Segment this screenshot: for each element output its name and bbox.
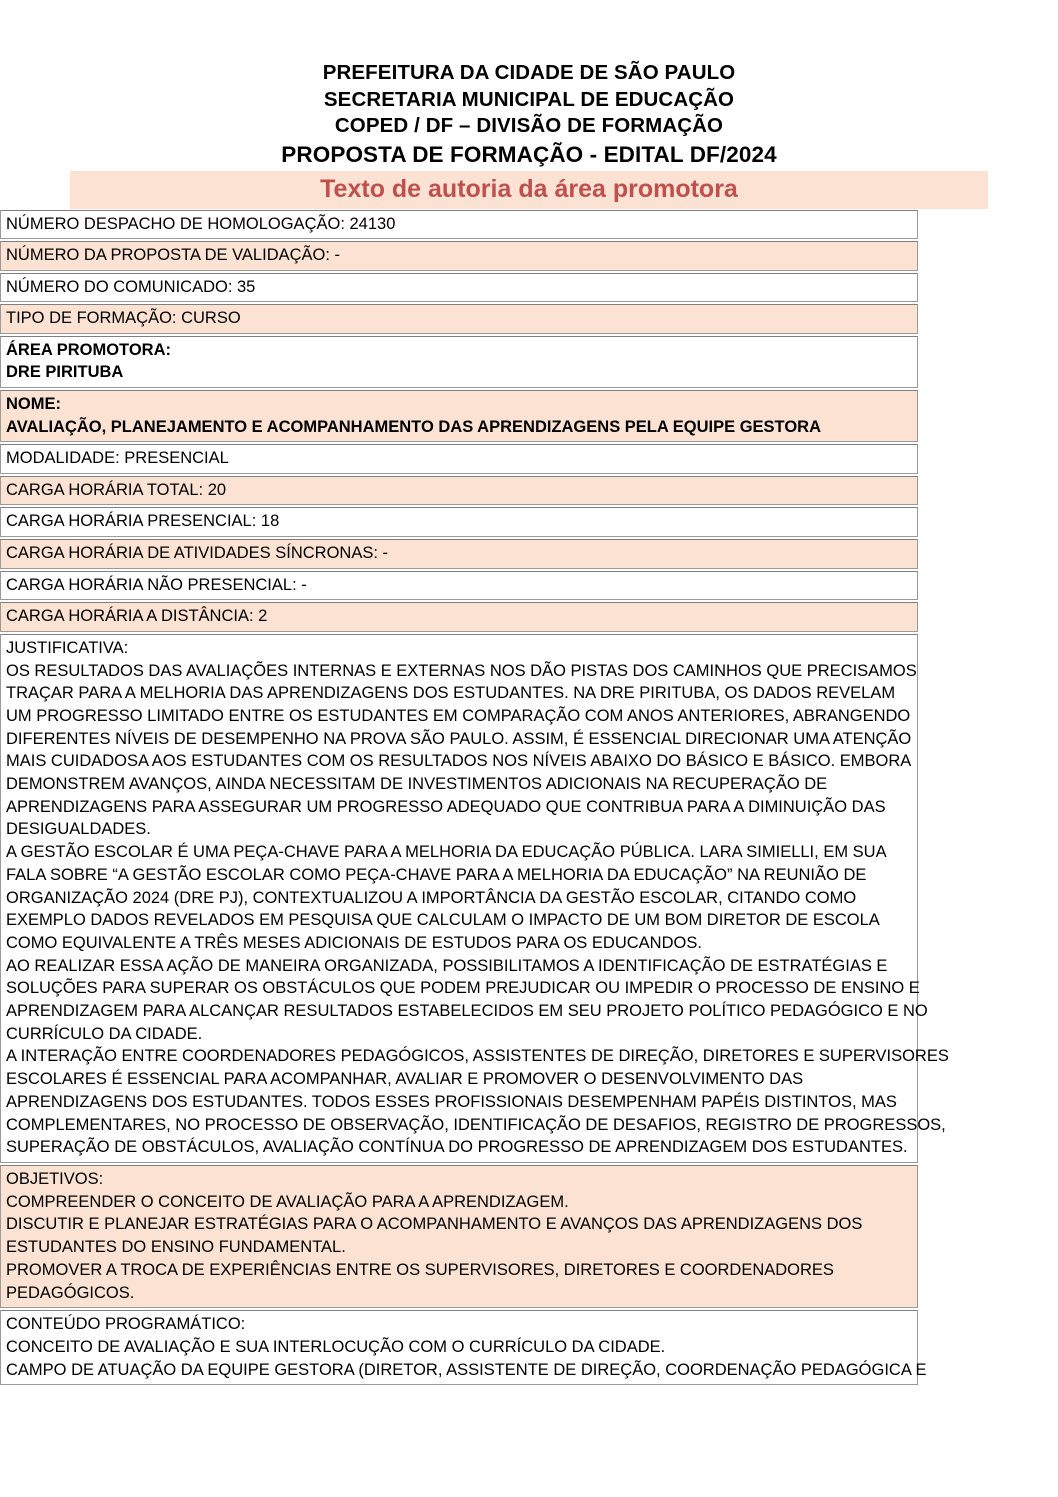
justificativa-line: AO REALIZAR ESSA AÇÃO DE MANEIRA ORGANIZADA, POSSIBILITAMOS A IDENTIFICAÇÃO DE ESTRATÉGIAS E — [6, 956, 888, 975]
justificativa-line: APRENDIZAGENS DOS ESTUDANTES. TODOS ESSES PROFISSIONAIS DESEMPENHAM PAPÉIS DISTINTOS, MAS — [6, 1092, 897, 1111]
justificativa-line: UM PROGRESSO LIMITADO ENTRE OS ESTUDANTES EM COMPARAÇÃO COM ANOS ANTERIORES, ABRANGENDO — [6, 706, 911, 725]
objetivos-label: OBJETIVOS: — [6, 1169, 104, 1188]
row-carga-horaria-presencial — [0, 507, 918, 537]
document-header — [0, 0, 1058, 170]
area-promotora-label: ÁREA PROMOTORA: — [6, 340, 171, 359]
justificativa-line: APRENDIZAGENS PARA ASSEGURAR UM PROGRESSO ADEQUADO QUE CONTRIBUA PARA A DIMINUIÇÃO DAS — [6, 797, 886, 816]
row-carga-horaria-nao-presencial — [0, 571, 918, 601]
authorship-banner-label: Texto de autoria da área promotora — [320, 174, 738, 203]
justificativa-line: ORGANIZAÇÃO 2024 (DRE PJ), CONTEXTUALIZOU A IMPORTÂNCIA DA GESTÃO ESCOLAR, CITANDO COMO — [6, 888, 857, 907]
row-objetivos — [0, 1165, 918, 1308]
numero-comunicado-text: NÚMERO DO COMUNICADO: 35 — [6, 277, 256, 296]
justificativa-line: FALA SOBRE “A GESTÃO ESCOLAR COMO PEÇA-CHAVE PARA A MELHORIA DA EDUCAÇÃO” NA REUNIÃO DE — [6, 865, 867, 884]
justificativa-line: APRENDIZAGEM PARA ALCANÇAR RESULTADOS ESTABELECIDOS EM SEU PROJETO POLÍTICO PEDAGÓGICO E NO — [6, 1002, 928, 1021]
justificativa-line: DESIGUALDADES. — [6, 820, 151, 839]
row-carga-horaria-distancia — [0, 602, 918, 632]
modalidade-text: MODALIDADE: PRESENCIAL — [6, 449, 229, 468]
row-carga-horaria-total — [0, 476, 918, 506]
objetivos-line: COMPREENDER O CONCEITO DE AVALIAÇÃO PARA A APRENDIZAGEM. — [6, 1192, 569, 1211]
nome-value: AVALIAÇÃO, PLANEJAMENTO E ACOMPANHAMENTO DAS APRENDIZAGENS PELA EQUIPE GESTORA — [6, 417, 821, 436]
conteudo-programatico-label: CONTEÚDO PROGRAMÁTICO: — [6, 1315, 246, 1334]
nome-label: NOME: — [6, 395, 61, 414]
justificativa-line: MAIS CUIDADOSA AOS ESTUDANTES COM OS RESULTADOS NOS NÍVEIS ABAIXO DO BÁSICO E BÁSICO. EMBORA — [6, 752, 912, 771]
carga-horaria-sincronas-text: CARGA HORÁRIA DE ATIVIDADES SÍNCRONAS: - — [6, 544, 389, 563]
row-modalidade — [0, 444, 918, 474]
justificativa-line: CURRÍCULO DA CIDADE. — [6, 1024, 203, 1043]
proposta-validacao-text: NÚMERO DA PROPOSTA DE VALIDAÇÃO: - — [6, 246, 341, 265]
conteudo-programatico-line: CAMPO DE ATUAÇÃO DA EQUIPE GESTORA (DIRETOR, ASSISTENTE DE DIREÇÃO, COORDENAÇÃO PEDAGÓGICA E — [6, 1360, 927, 1379]
justificativa-line: A GESTÃO ESCOLAR É UMA PEÇA-CHAVE PARA A MELHORIA DA EDUCAÇÃO PÚBLICA. LARA SIMIELLI, EM SUA — [6, 843, 887, 862]
justificativa-line: SUPERAÇÃO DE OBSTÁCULOS, AVALIAÇÃO CONTÍNUA DO PROGRESSO DE APRENDIZAGEM DOS ESTUDANTES. — [6, 1138, 908, 1157]
row-despacho-homologacao — [0, 210, 918, 240]
tipo-formacao-text: TIPO DE FORMAÇÃO: CURSO — [6, 309, 241, 328]
justificativa-label: JUSTIFICATIVA: — [6, 638, 129, 657]
header-line-3: COPED / DF – DIVISÃO DE FORMAÇÃO — [334, 114, 724, 137]
justificativa-line: EXEMPLO DADOS REVELADOS EM PESQUISA QUE CALCULAM O IMPACTO DE UM BOM DIRETOR DE ESCOLA — [6, 911, 880, 930]
justificativa-line: ESCOLARES É ESSENCIAL PARA ACOMPANHAR, AVALIAR E PROMOVER O DESENVOLVIMENTO DAS — [6, 1070, 804, 1089]
objetivos-line: ESTUDANTES DO ENSINO FUNDAMENTAL. — [6, 1238, 346, 1257]
row-conteudo-programatico — [0, 1310, 927, 1385]
objetivos-line: DISCUTIR E PLANEJAR ESTRATÉGIAS PARA O ACOMPANHAMENTO E AVANÇOS DAS APRENDIZAGENS DOS — [6, 1215, 863, 1234]
justificativa-line: DIFERENTES NÍVEIS DE DESEMPENHO NA PROVA SÃO PAULO. ASSIM, É ESSENCIAL DIRECIONAR UMA ATENÇÃO — [6, 729, 912, 748]
row-numero-comunicado — [0, 273, 918, 303]
form-table — [0, 210, 1058, 1386]
objetivos-line: PEDAGÓGICOS. — [6, 1283, 135, 1302]
justificativa-line: OS RESULTADOS DAS AVALIAÇÕES INTERNAS E EXTERNAS NOS DÃO PISTAS DOS CAMINHOS QUE PRECISAMOS — [6, 661, 917, 680]
justificativa-line: COMO EQUIVALENTE A TRÊS MESES ADICIONAIS DE ESTUDOS PARA OS EDUCANDOS. — [6, 933, 702, 952]
carga-horaria-presencial-text: CARGA HORÁRIA PRESENCIAL: 18 — [6, 512, 280, 531]
area-promotora-value: DRE PIRITUBA — [6, 363, 124, 382]
justificativa-line: COMPLEMENTARES, NO PROCESSO DE OBSERVAÇÃO, IDENTIFICAÇÃO DE DESAFIOS, REGISTRO DE PROGRESSOS, — [6, 1115, 946, 1134]
carga-horaria-distancia-text: CARGA HORÁRIA A DISTÂNCIA: 2 — [6, 607, 268, 626]
row-nome — [0, 390, 918, 442]
authorship-banner — [70, 171, 988, 209]
header-line-4: PROPOSTA DE FORMAÇÃO - EDITAL DF/2024 — [281, 141, 777, 167]
row-tipo-formacao — [0, 304, 918, 334]
row-proposta-validacao — [0, 241, 918, 271]
conteudo-programatico-line: CONCEITO DE AVALIAÇÃO E SUA INTERLOCUÇÃO COM O CURRÍCULO DA CIDADE. — [6, 1337, 666, 1356]
row-justificativa — [0, 634, 949, 1163]
header-line-1: PREFEITURA DA CIDADE DE SÃO PAULO — [322, 61, 736, 84]
header-line-2: SECRETARIA MUNICIPAL DE EDUCAÇÃO — [323, 87, 735, 111]
justificativa-line: A INTERAÇÃO ENTRE COORDENADORES PEDAGÓGICOS, ASSISTENTES DE DIREÇÃO, DIRETORES E SUPERVISORES — [6, 1047, 949, 1066]
justificativa-line: DEMONSTREM AVANÇOS, AINDA NECESSITAM DE INVESTIMENTOS ADICIONAIS NA RECUPERAÇÃO DE — [6, 775, 828, 794]
carga-horaria-total-text: CARGA HORÁRIA TOTAL: 20 — [6, 480, 227, 499]
row-area-promotora — [0, 336, 918, 388]
carga-horaria-nao-presencial-text: CARGA HORÁRIA NÃO PRESENCIAL: - — [6, 575, 307, 594]
despacho-homologacao-text: NÚMERO DESPACHO DE HOMOLOGAÇÃO: 24130 — [6, 214, 396, 233]
justificativa-line: TRAÇAR PARA A MELHORIA DAS APRENDIZAGENS DOS ESTUDANTES. NA DRE PIRITUBA, OS DADOS REVELAM — [6, 684, 896, 703]
objetivos-line: PROMOVER A TROCA DE EXPERIÊNCIAS ENTRE OS SUPERVISORES, DIRETORES E COORDENADORES — [6, 1260, 834, 1279]
row-carga-horaria-sincronas — [0, 539, 918, 569]
justificativa-line: SOLUÇÕES PARA SUPERAR OS OBSTÁCULOS QUE PODEM PREJUDICAR OU IMPEDIR O PROCESSO DE ENSINO E — [6, 979, 920, 998]
